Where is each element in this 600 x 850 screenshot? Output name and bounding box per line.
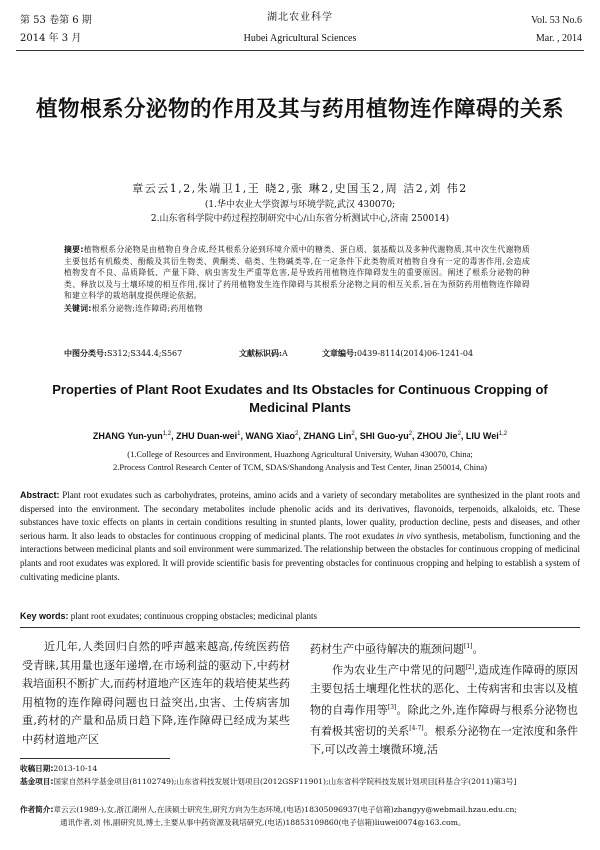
fund-label: 基金项目: (20, 777, 54, 786)
abstract-en-italic: in vivo (396, 530, 422, 541)
footnote-received (20, 763, 590, 774)
journal-name-en: Hubei Agricultural Sciences (243, 33, 357, 44)
header-rule (16, 50, 584, 51)
received-value: 2013-10-14 (53, 764, 98, 773)
keywords-cn-label: 关键词: (64, 303, 92, 313)
author-en-sup: 2 (457, 431, 461, 437)
author-en-sup: 1,2 (498, 431, 508, 437)
author-en-name: ZHU Duan-wei (176, 431, 238, 441)
author-en-name: ZHOU Jie (417, 431, 458, 441)
citation: [3] (387, 703, 397, 711)
journal-name-cn: 湖北农业科学 (267, 12, 333, 23)
author-en-name: LIU Wei (465, 431, 499, 441)
body-text: ,造成连作障碍的原因主要包括土壤理化性状的恶化、土传病害和虫害以及植物的自毒作用等 (310, 663, 579, 717)
document-code (239, 348, 288, 359)
body-text: 。除此之外,连作障碍与根系分泌物也有着极其密切的关系 (310, 703, 578, 738)
volume-cn: 第 53 卷第 6 期 (20, 15, 92, 26)
footnote-rule (20, 758, 170, 759)
section-rule (20, 627, 580, 628)
clc-value: S312;S344.4;S567 (106, 349, 183, 358)
abstract-en-label: Abstract: (20, 490, 60, 500)
author-en-name: WANG Xiao (245, 431, 295, 441)
doc-label: 文献标识码: (239, 348, 282, 358)
doc-value: A (281, 349, 288, 358)
citation: [2] (465, 664, 475, 672)
date-en: Mar. , 2014 (535, 33, 582, 44)
abstract-en-text: Plant root exudates such as carbohydrates, proteins, amino acids and a variety of secondary metabolites are synthesized in the plant roots and dispersed into the environment. The secondary metabolites include phenolic acids and its derivatives, flavonoids, terpenoids, alkaloids, etc. These substances have toxic effects on plants in certain conditions resulting in stunted plants, lower quality, production decline, pests and diseases, and other serious harm. It also leads to obstacles for continuous cropping of medicinal plants. The root exudates (20, 490, 580, 541)
affiliation-cn-1: (1.华中农业大学资源与环境学院,武汉 430070; (204, 200, 396, 210)
footnote-corresponding (20, 817, 590, 828)
author-en-sup: 1 (237, 431, 241, 437)
keywords-en-label: Key words: (20, 611, 69, 621)
abstract-cn (64, 244, 530, 314)
body-column-left (22, 638, 290, 749)
body-paragraph (310, 638, 578, 659)
body-paragraph: 近几年,人类回归自然的呼声越来越高,传统医药倍受青睐,其用量也逐年递增,在市场利益的驱动下,中药材栽培面积不断扩大,而药材道地产区连年的栽培使某些药用植物的连作障碍问题也日益突出,虫害、土传病害加重,药材的产量和品质日趋下降,连作障碍已经成为某些中药材道地产区 (22, 640, 290, 746)
body-text: 药材生产中亟待解决的瓶颈问题 (310, 642, 464, 656)
abstract-en (20, 489, 580, 584)
author-en-sup: 2 (351, 431, 355, 437)
keywords-cn (64, 303, 530, 315)
keywords-en-text: plant root exudates; continuous cropping obstacles; medicinal plants (70, 611, 317, 621)
received-label: 收稿日期: (20, 764, 54, 773)
authors-en: ZHANG Yun-yun$^{1,2}$, ZHU Duan-wei$^1$, WANG Xiao$^2$, ZHANG Lin$^2$, SHI Guo-$yu^2$, ZHOU Jie$^2$, LIU Wei$^{1,2}$ (92, 431, 508, 441)
body-text: 。根系分泌物在一定浓度和条件下,可以改善土壤微环境,活 (310, 724, 579, 757)
affiliation-en-1: (1.College of Resources and Environment, Huazhong Agricultural University, Wuhan 430070, China; (127, 449, 473, 459)
citation: [4-7] (409, 724, 424, 732)
body-text: 。 (472, 642, 484, 656)
author-en-sup: 2 (294, 431, 299, 437)
fund-value: 国家自然科学基金项目(81102749);山东省科技发展计划项目(2012GSF11901);山东省科学院科技发展计划项目[科基合字(2011)第3号] (53, 777, 517, 786)
date-cn: 2014 年 3 月 (20, 33, 82, 44)
keywords-cn-text: 根系分泌物;连作障碍;药用植物 (91, 303, 203, 313)
body-text: 作为农业生产中常见的问题 (332, 663, 466, 677)
body-paragraph (310, 659, 578, 759)
article-label: 文章编号: (322, 348, 357, 358)
page-title-cn: 植物根系分泌物的作用及其与药用植物连作障碍的关系 (35, 97, 564, 122)
author-label: 作者简介: (20, 805, 54, 814)
clc-label: 中图分类号: (64, 348, 107, 358)
article-value: 0439-8114(2014)06-1241-04 (356, 349, 474, 358)
abstract-en-text: synthesis, metabolism, functioning and the interactions between medicinal plants and soil environment were summarized. The relationship between the obstacles for continuous cropping of medicinal plants and root exudates was explored. It will provide scientific basis for preventing obstacles for continuous cropping and helping to establish a system of cultivating medicine plants. (20, 530, 581, 582)
author-en-sup: 2 (408, 431, 413, 437)
affiliation-cn-2: 2.山东省科学院中药过程控制研究中心/山东省分析测试中心,济南 250014) (150, 214, 450, 224)
abstract-cn-label: 摘要: (64, 245, 84, 254)
author-en-sup: 1,2 (162, 431, 172, 437)
page-title-en: Properties of Plant Root Exudates and Its Obstacles for Continuous Cropping of Medicinal Plants (52, 382, 548, 415)
citation: [1] (464, 643, 473, 650)
body-column-right (310, 638, 578, 760)
abstract-cn-text: 植物根系分泌物是由植物自身合成,经其根系分泌到环境介质中的糖类、蛋白质、氨基酸以及多种代谢物质,其中次生代谢物质主要包括有机酸类、酚酸及其衍生物类、黄酮类、萜类、生物碱类等,在一定条件下此类物质对植物自身有一定的毒害作用,会造成植物发育不良、品质降低、产量下降、病虫害发生严重等危害,是导致药用植物连作障碍发生的重要原因。阐述了根系分泌物的种类、释放以及与土壤环境的相互作用,探讨了药用植物发生连作障碍与其根系分泌物之间的相互关系,旨在为预防药用植物连作障碍和建立科学的栽培制度提供理论依据。 (64, 245, 530, 300)
corr-value: 刘 伟,副研究员,博士,主要从事中药资源及栽培研究,(电话)18853109860(电子信箱)liuwei0074@163.com。 (92, 818, 466, 827)
author-en-name: ZHANG Yun-yun (92, 431, 163, 441)
author-value: 章云云(1989-),女,浙江湖州人,在读硕士研究生,研究方向为生态环境,(电话)18305096937(电子信箱)zhangyy@webmail.hzau.edu.cn; (53, 805, 517, 814)
article-number (322, 348, 473, 359)
author-en-name: SHI Guo-yu (359, 431, 409, 441)
clc-number (64, 348, 182, 359)
volume-en: Vol. 53 No.6 (531, 15, 582, 26)
corr-label: 通讯作者, (60, 818, 93, 827)
footnote-fund (20, 776, 590, 787)
authors-cn: 章云云1,2,朱端卫1,王 晓2,张 琳2,史国玉2,周 洁2,刘 伟2 (132, 182, 468, 195)
footnote-author (20, 804, 590, 815)
author-en-name: ZHANG Lin (303, 431, 352, 441)
keywords-en (20, 611, 580, 621)
affiliation-en-2: 2.Process Control Research Center of TCM, SDAS/Shandong Analysis and Test Center, Jinan 250014, China) (113, 462, 487, 472)
